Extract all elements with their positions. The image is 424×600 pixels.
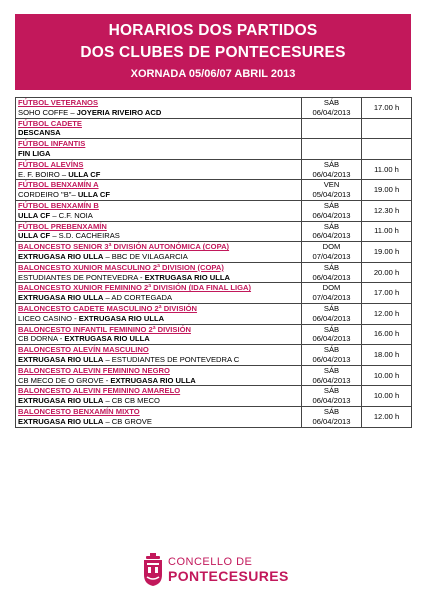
category-label: FÚTBOL BENXAMÍN A	[18, 180, 99, 190]
category-label: FÚTBOL CADETE	[18, 118, 82, 128]
category-label: FÚTBOL VETERANOS	[18, 98, 99, 107]
day-label: SÁB	[323, 324, 340, 334]
time-label: 12.00 h	[373, 411, 400, 421]
team-prefix: CB DORNA -	[18, 334, 65, 344]
match-cell	[16, 283, 302, 304]
team-prefix: SOHO COFFE –	[18, 107, 77, 117]
schedule-table	[15, 97, 412, 428]
date-label: 06/04/2013	[312, 313, 351, 323]
table-row	[16, 345, 412, 366]
team-highlight: EXTRUGASA RIO ULLA	[18, 416, 104, 426]
day-label: SÁB	[323, 221, 340, 231]
date-cell	[302, 180, 362, 201]
table-row	[16, 303, 412, 324]
team-prefix: CB MECO DE O GROVE -	[18, 375, 111, 385]
day-label: DOM	[322, 242, 341, 252]
date-label: 05/04/2013	[312, 190, 351, 200]
table-row	[16, 365, 412, 386]
time-label: 17.00 h	[373, 102, 400, 112]
table-row	[16, 98, 412, 119]
time-cell	[362, 139, 412, 160]
match-cell	[16, 324, 302, 345]
date-label: 07/04/2013	[312, 251, 351, 261]
date-label: 06/04/2013	[312, 107, 351, 117]
teams-label	[18, 273, 299, 283]
table-row	[16, 180, 412, 201]
date-cell	[302, 200, 362, 221]
match-cell	[16, 139, 302, 160]
day-label: SÁB	[323, 406, 340, 416]
date-cell	[302, 365, 362, 386]
teams-label	[18, 149, 299, 159]
team-highlight: ULLA CF	[18, 231, 51, 241]
day-label: SÁB	[323, 365, 340, 375]
category-label: BALONCESTO ALEVÍN MASCULINO	[18, 345, 149, 355]
date-label: 06/04/2013	[312, 416, 351, 426]
team-highlight: EXTRUGASA RIO ULLA	[78, 313, 165, 323]
match-cell	[16, 180, 302, 201]
time-label: 11.00 h	[374, 226, 399, 236]
date-label: 06/04/2013	[312, 334, 351, 344]
match-cell	[16, 118, 302, 139]
day-label: SÁB	[323, 98, 340, 107]
header-banner	[15, 14, 411, 90]
category-label: BALONCESTO CADETE MASCULINO 2ª DIVISIÓN	[18, 303, 198, 313]
category-label: BALONCESTO XUNIOR FEMININO 2ª DIVISIÓN (IDA FINAL LIGA)	[18, 283, 252, 293]
date-cell	[302, 159, 362, 180]
time-cell	[362, 283, 412, 304]
table-row	[16, 324, 412, 345]
time-cell	[362, 118, 412, 139]
time-cell	[362, 345, 412, 366]
match-cell	[16, 406, 302, 427]
team-highlight: JOYERIA RIVEIRO ACD	[76, 107, 162, 117]
category-label: BALONCESTO BENXAMÍN MIXTO	[18, 406, 140, 416]
title-line-2: DOS CLUBES DE PONTECESURES	[80, 44, 346, 61]
time-cell	[362, 386, 412, 407]
teams-label	[18, 252, 299, 262]
date-cell	[302, 139, 362, 160]
match-cell	[16, 365, 302, 386]
category-label: BALONCESTO ALEVIN FEMININO NEGRO	[18, 365, 170, 375]
time-cell	[362, 406, 412, 427]
time-cell	[362, 221, 412, 242]
teams-label	[18, 170, 299, 180]
table-row	[16, 159, 412, 180]
time-label: 17.00 h	[373, 288, 400, 298]
day-label: SÁB	[323, 262, 340, 272]
date-cell	[302, 262, 362, 283]
category-label: BALONCESTO SENIOR 3ª DIVISIÓN AUTONÓMICA (COPA)	[18, 242, 230, 252]
teams-label	[18, 355, 299, 365]
title-line-1: HORARIOS DOS PARTIDOS	[108, 22, 318, 39]
date-label: 06/04/2013	[312, 375, 351, 385]
date-cell	[302, 221, 362, 242]
match-cell	[16, 386, 302, 407]
day-label: DOM	[322, 283, 341, 293]
match-cell	[16, 98, 302, 119]
team-highlight: ULLA CF	[18, 210, 51, 220]
team-highlight: EXTRUGASA RIO ULLA	[64, 334, 150, 344]
match-cell	[16, 221, 302, 242]
table-row	[16, 283, 412, 304]
team-suffix: – S.D. CACHEIRAS	[50, 231, 120, 241]
match-cell	[16, 200, 302, 221]
time-label: 16.00 h	[373, 329, 400, 339]
day-label: SÁB	[323, 159, 340, 169]
team-highlight: EXTRUGASA RIO ULLA	[18, 293, 104, 303]
time-cell	[362, 365, 412, 386]
team-suffix: – ESTUDIANTES DE PONTEVEDRA C	[103, 354, 240, 364]
time-cell	[362, 242, 412, 263]
teams-label	[18, 231, 299, 241]
teams-label	[18, 293, 299, 303]
table-row	[16, 221, 412, 242]
date-cell	[302, 118, 362, 139]
date-label: 06/04/2013	[312, 169, 351, 179]
table-row	[16, 406, 412, 427]
table-row	[16, 242, 412, 263]
date-label: 06/04/2013	[312, 231, 351, 241]
table-row	[16, 139, 412, 160]
day-label: SÁB	[323, 200, 340, 210]
time-cell	[362, 200, 412, 221]
match-cell	[16, 262, 302, 283]
table-row	[16, 200, 412, 221]
date-cell	[302, 386, 362, 407]
teams-label	[18, 108, 299, 118]
teams-label	[18, 417, 299, 427]
category-label: BALONCESTO INFANTIL FEMININO 2ª DIVISIÓN	[18, 324, 191, 334]
matchday-dates: XORNADA 05/06/07 ABRIL 2013	[130, 68, 296, 80]
team-highlight: DESCANSA	[18, 128, 61, 138]
team-highlight: EXTRUGASA RIO ULLA	[18, 396, 104, 406]
date-cell	[302, 303, 362, 324]
time-label: 19.00 h	[373, 247, 400, 257]
team-highlight: EXTRUGASA RIO ULLA	[18, 251, 104, 261]
team-prefix: ESTUDIANTES DE PONTEVEDRA -	[18, 272, 145, 282]
coat-of-arms-icon	[142, 553, 164, 587]
team-prefix: E. F. BOIRO –	[18, 169, 69, 179]
team-highlight: ULLA CF	[77, 190, 111, 200]
match-cell	[16, 159, 302, 180]
time-cell	[362, 303, 412, 324]
category-label: FÚTBOL INFANTIS	[18, 139, 86, 149]
time-cell	[362, 262, 412, 283]
date-cell	[302, 98, 362, 119]
time-cell	[362, 98, 412, 119]
date-label: 06/04/2013	[312, 396, 351, 406]
team-highlight: ULLA CF	[68, 169, 101, 179]
date-cell	[302, 324, 362, 345]
match-cell	[16, 345, 302, 366]
time-cell	[362, 180, 412, 201]
teams-label	[18, 376, 299, 386]
team-suffix: – CB GROVE	[103, 416, 152, 426]
category-label: FÚTBOL BENXAMÍN B	[18, 200, 99, 210]
category-label: BALONCESTO ALEVIN FEMININO AMARELO	[18, 386, 181, 396]
team-prefix: LICEO CASINO -	[18, 313, 79, 323]
category-label: BALONCESTO XUNIOR MASCULINO 2ª DIVISION (COPA)	[18, 262, 224, 272]
category-label: FÚTBOL PREBENXAMÍN	[18, 221, 107, 231]
date-cell	[302, 283, 362, 304]
date-cell	[302, 406, 362, 427]
date-cell	[302, 242, 362, 263]
date-cell	[302, 345, 362, 366]
teams-label	[18, 314, 299, 324]
team-highlight: EXTRUGASA RIO ULLA	[18, 354, 104, 364]
footer-line-2: PONTECESURES	[168, 568, 289, 584]
match-cell	[16, 303, 302, 324]
teams-label	[18, 211, 299, 221]
teams-label	[18, 190, 299, 200]
time-label: 10.00 h	[373, 391, 400, 401]
category-label: FÚTBOL ALEVÍNS	[18, 159, 84, 169]
time-cell	[362, 324, 412, 345]
day-label: SÁB	[323, 303, 340, 313]
team-suffix: – C.F. NOIA	[50, 210, 93, 220]
time-cell	[362, 159, 412, 180]
time-label: 20.00 h	[373, 267, 400, 277]
time-label: 12.00 h	[373, 308, 400, 318]
team-suffix: – CB CB MECO	[103, 396, 160, 406]
team-prefix: CORDEIRO "B"–	[18, 190, 78, 200]
time-label: 10.00 h	[373, 370, 400, 380]
match-cell	[16, 242, 302, 263]
footer-line-1: CONCELLO DE	[168, 556, 253, 568]
teams-label	[18, 334, 299, 344]
time-label: 12.30 h	[373, 205, 400, 215]
team-highlight: EXTRUGASA RIO ULLA	[110, 375, 196, 385]
day-label: VEN	[323, 180, 340, 190]
team-highlight: FIN LIGA	[18, 148, 51, 158]
day-label: SÁB	[323, 386, 340, 396]
table-row	[16, 118, 412, 139]
teams-label	[18, 396, 299, 406]
footer-brand	[142, 553, 292, 589]
table-row	[16, 386, 412, 407]
team-highlight: EXTRUGASA RIO ULLA	[144, 272, 230, 282]
date-label: 06/04/2013	[312, 210, 351, 220]
time-label: 11.00 h	[374, 164, 399, 174]
time-label: 19.00 h	[373, 185, 400, 195]
time-label: 18.00 h	[373, 350, 400, 360]
team-suffix: – BBC DE VILAGARCIA	[103, 251, 188, 261]
date-label: 06/04/2013	[312, 272, 351, 282]
date-label: 07/04/2013	[312, 293, 351, 303]
date-label: 06/04/2013	[312, 354, 351, 364]
day-label: SÁB	[323, 345, 340, 355]
teams-label	[18, 128, 299, 138]
table-row	[16, 262, 412, 283]
team-suffix: – AD CORTEGADA	[103, 293, 173, 303]
